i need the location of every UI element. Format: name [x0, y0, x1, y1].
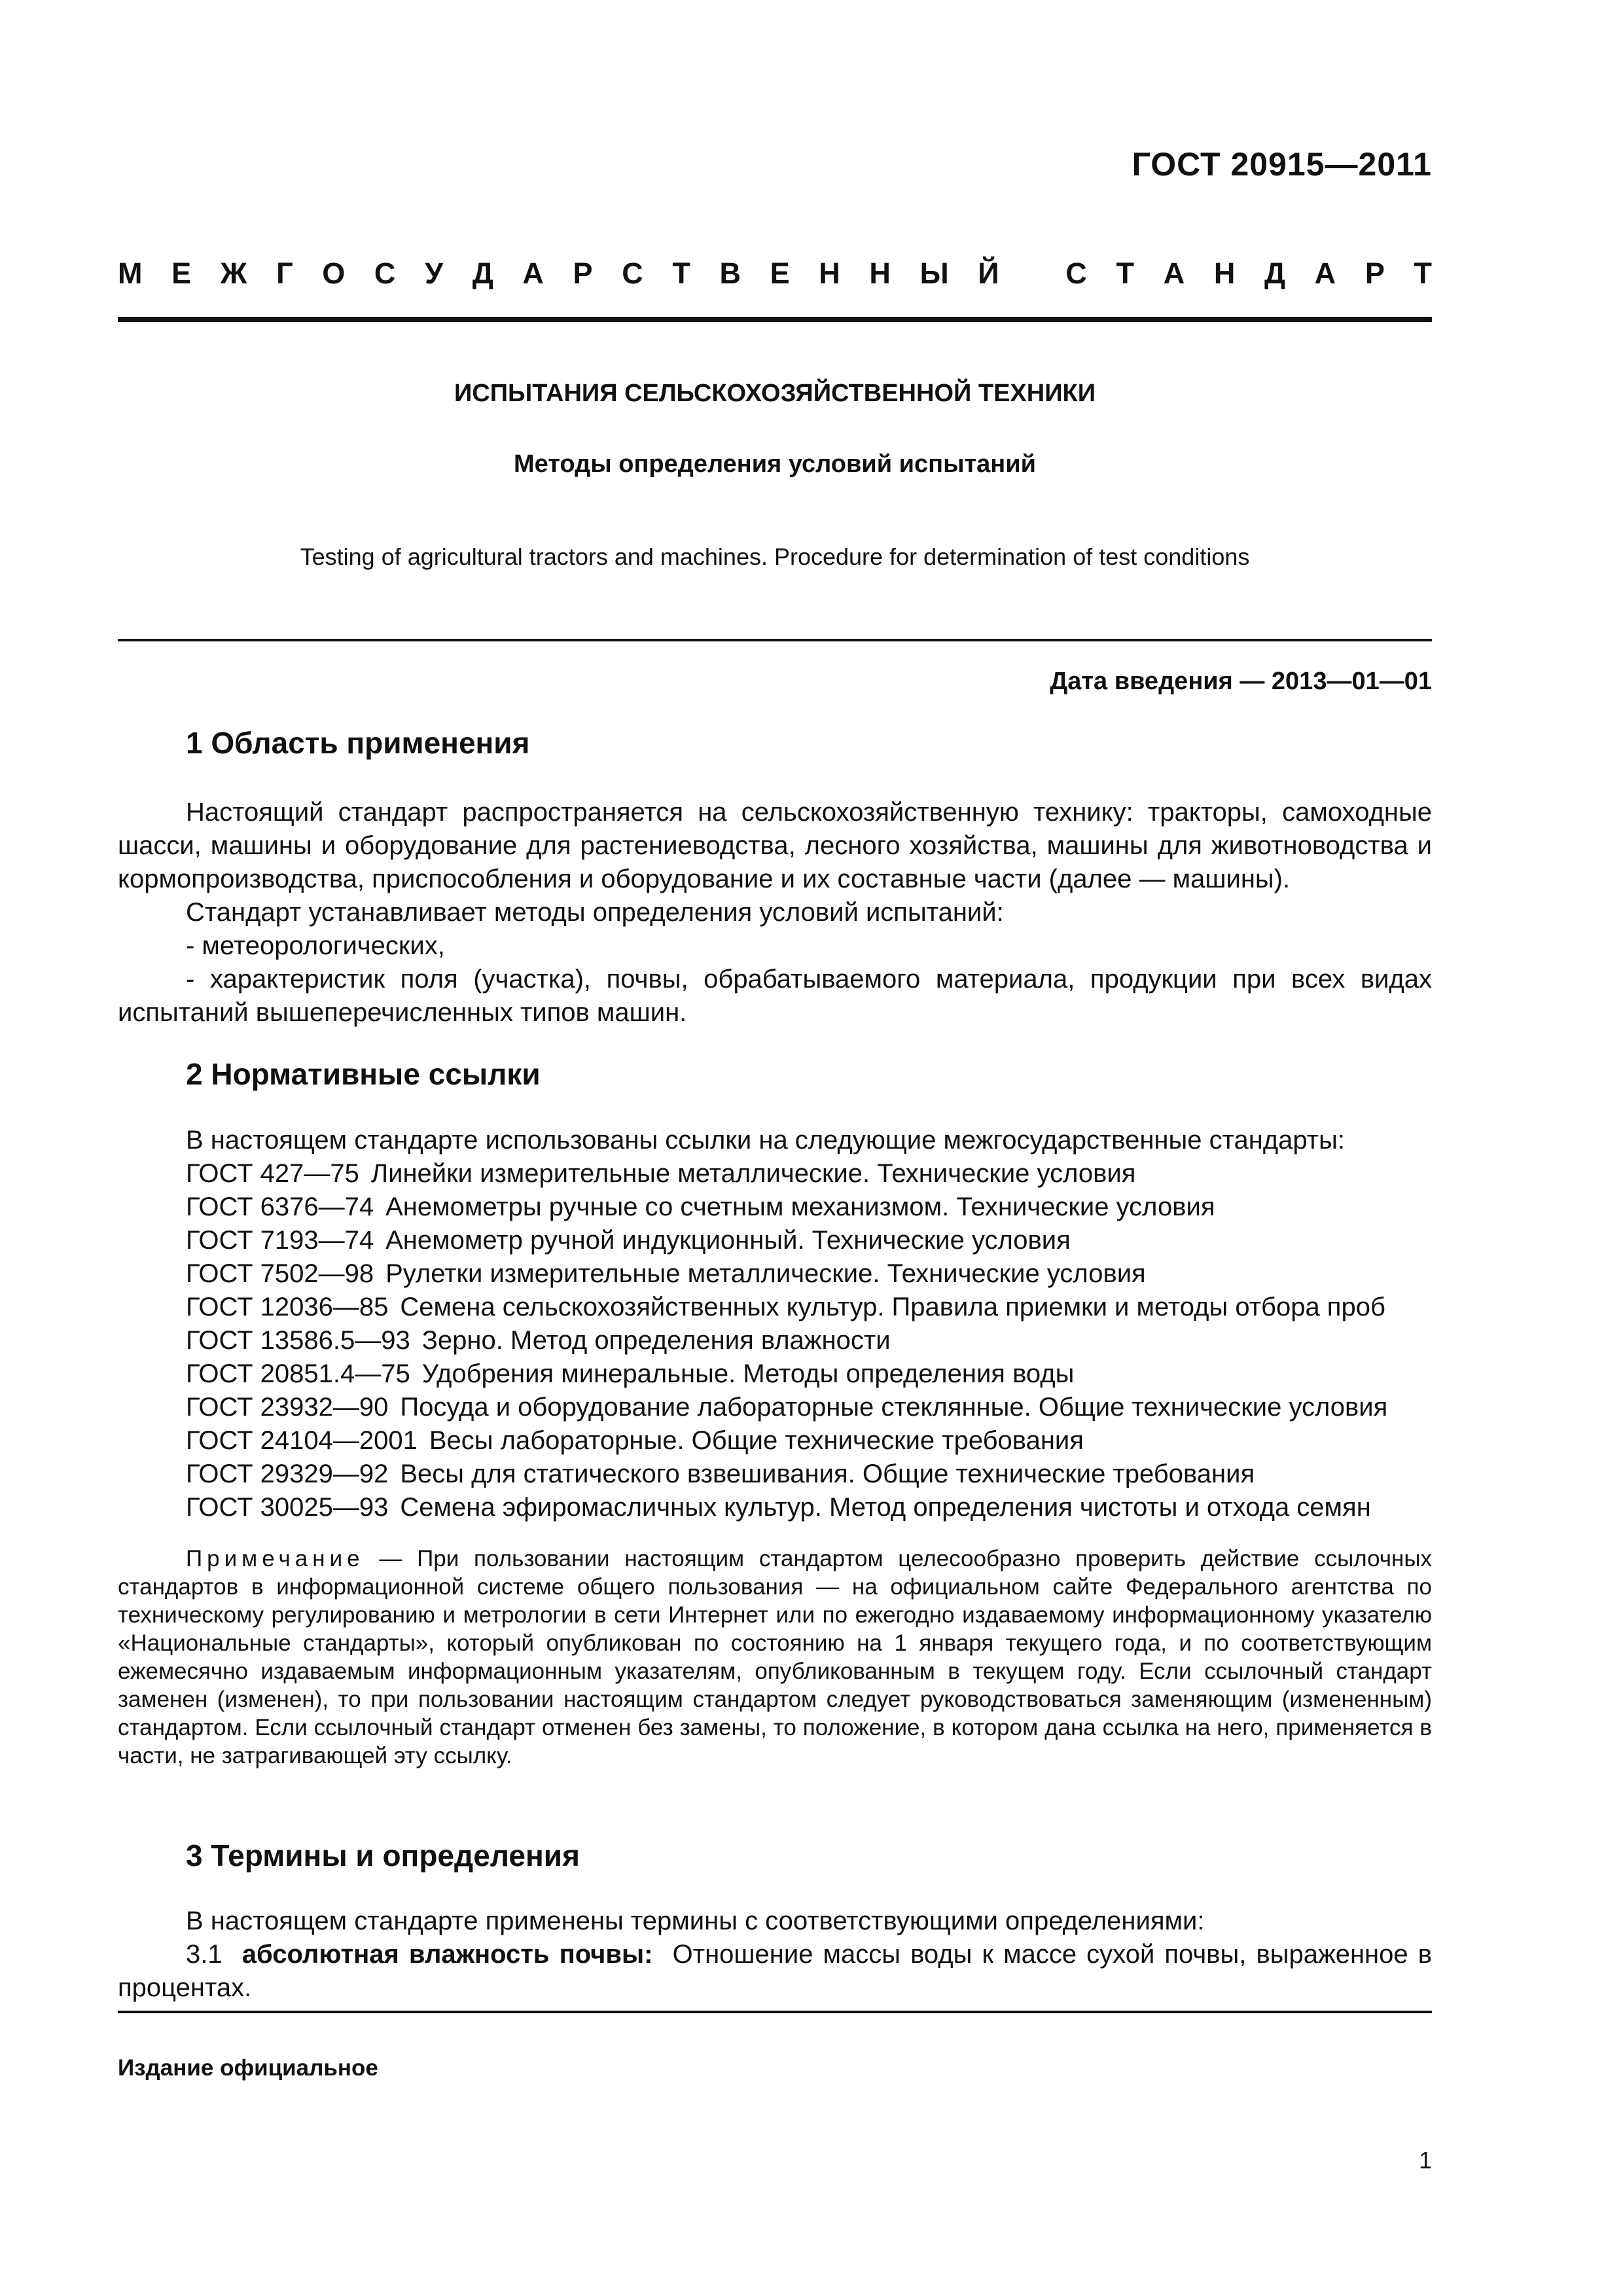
- reference-item: [186, 1157, 1442, 1191]
- heading-letter: Д: [1264, 257, 1286, 290]
- reference-code: ГОСТ 30025—93: [186, 1493, 389, 1522]
- header-divider: [118, 317, 1432, 322]
- term-number: 3.1: [186, 1940, 223, 1969]
- heading-letter: Р: [573, 257, 593, 290]
- reference-item: [186, 1324, 1442, 1357]
- reference-title: Линейки измерительные металлические. Технические условия: [370, 1159, 1136, 1188]
- reference-title: Весы для статического взвешивания. Общие технические требования: [400, 1460, 1255, 1488]
- reference-code: ГОСТ 20851.4—75: [186, 1359, 410, 1388]
- reference-code: ГОСТ 24104—2001: [186, 1426, 418, 1455]
- section-3-title: 3 Термины и определения: [186, 1839, 580, 1873]
- section-2-title: 2 Нормативные ссылки: [186, 1057, 541, 1091]
- reference-title: Рулетки измерительные металлические. Технические условия: [385, 1259, 1146, 1288]
- heading-letter: Р: [1364, 257, 1385, 290]
- term-definition: [118, 1938, 1432, 2005]
- reference-title: Семена сельскохозяйственных культур. Правила приемки и методы отбора проб: [400, 1293, 1385, 1321]
- reference-code: ГОСТ 13586.5—93: [186, 1326, 410, 1355]
- section-1-list-item-2: - характеристик поля (участка), почвы, обрабатываемого материала, продукции при всех видах испытаний вышеперечисленных типов машин.: [118, 965, 1432, 1027]
- heading-letter: Н: [1213, 257, 1236, 290]
- reference-title: Зерно. Метод определения влажности: [421, 1326, 891, 1355]
- note-text: — При пользовании настоящим стандартом целесообразно проверить действие ссылочных стандартов в информационной системе общего пользования — на официальном сайте Федерального агентства по техническому регулированию и метрологии в сети Интернет или по ежегодно издаваемому информационному указателю «Национальные стандарты», который опубликован по состоянию на 1 января текущего года, и по соответствующим ежемесячно издаваемым информационным указателям, опубликованным в текущем году. Если ссылочный стандарт заменен (изменен), то при пользовании настоящим стандартом следует руководствоваться заменяющим (измененным) стандартом. Если ссылочный стандарт отменен без замены, то положение, в котором дана ссылка на него, применяется в части, не затрагивающей эту ссылку.: [118, 1546, 1432, 1768]
- heading-letter: Т: [1116, 257, 1135, 290]
- references-note: [118, 1545, 1432, 1770]
- heading-letter: Ж: [220, 257, 247, 290]
- reference-item: [186, 1357, 1442, 1391]
- footer-divider: [118, 2011, 1432, 2013]
- note-label: Примечание: [186, 1546, 365, 1571]
- section-1-paragraph-2: Стандарт устанавливает методы определения условий испытаний:: [186, 898, 1004, 927]
- reference-code: ГОСТ 7502—98: [186, 1259, 374, 1288]
- page-number: 1: [1418, 2147, 1432, 2174]
- reference-title: Посуда и оборудование лабораторные стеклянные. Общие технические условия: [400, 1393, 1388, 1422]
- reference-title: Удобрения минеральные. Методы определения воды: [421, 1359, 1075, 1388]
- heading-letter: Т: [672, 257, 690, 290]
- reference-item: [186, 1424, 1442, 1458]
- heading-letter: Е: [171, 257, 192, 290]
- heading-letter: Г: [276, 257, 293, 290]
- heading-letter: О: [322, 257, 346, 290]
- reference-item: [186, 1191, 1442, 1224]
- reference-item: [186, 1224, 1442, 1257]
- reference-code: ГОСТ 6376—74: [186, 1193, 374, 1221]
- reference-code: ГОСТ 427—75: [186, 1159, 359, 1188]
- document-subtitle: Методы определения условий испытаний: [514, 450, 1036, 478]
- reference-item: [186, 1257, 1442, 1291]
- reference-code: ГОСТ 23932—90: [186, 1393, 389, 1422]
- heading-letter: Ы: [919, 257, 949, 290]
- reference-code: ГОСТ 7193—74: [186, 1226, 374, 1255]
- heading-letter: А: [1163, 257, 1185, 290]
- reference-code: ГОСТ 12036—85: [186, 1293, 389, 1321]
- english-title: Testing of agricultural tractors and machines. Procedure for determination of test conditions: [300, 543, 1250, 570]
- heading-letter: У: [425, 257, 444, 290]
- document-number: ГОСТ 20915—2011: [1132, 146, 1432, 183]
- heading-letter: М: [118, 257, 143, 290]
- section-3-intro: В настоящем стандарте применены термины с соответствующими определениями:: [186, 1907, 1205, 1935]
- heading-letter: А: [1314, 257, 1336, 290]
- reference-title: Семена эфиромасличных культур. Метод определения чистоты и отхода семян: [400, 1493, 1371, 1522]
- official-edition-label: Издание официальное: [118, 2055, 378, 2081]
- interstate-standard-heading: [118, 257, 1432, 291]
- section-1-paragraph-1: Настоящий стандарт распространяется на сельскохозяйственную технику: тракторы, самоходные шасси, машины и оборудование для растениеводства, лесного хозяйства, машины для животноводства и кормопроизводства, приспособления и оборудование и их составные части (далее — машины).: [118, 798, 1432, 893]
- heading-letter: Н: [869, 257, 891, 290]
- heading-letter: В: [719, 257, 741, 290]
- term-name: абсолютная влажность почвы:: [241, 1940, 653, 1969]
- date-introduced: Дата введения — 2013—01—01: [1050, 668, 1432, 695]
- term-text: Отношение массы воды к массе сухой почвы, выраженное в процентах.: [118, 1940, 1432, 2002]
- reference-item: [186, 1491, 1442, 1524]
- reference-title: Анемометры ручные со счетным механизмом. Технические условия: [385, 1193, 1215, 1221]
- heading-letter: Е: [770, 257, 790, 290]
- reference-item: [186, 1391, 1442, 1424]
- reference-item: [186, 1458, 1442, 1491]
- reference-title: Весы лабораторные. Общие технические требования: [429, 1426, 1084, 1455]
- heading-letter: Н: [819, 257, 840, 290]
- heading-letter: Т: [1414, 257, 1432, 290]
- heading-letter: Д: [472, 257, 493, 290]
- heading-letter: Й: [978, 257, 999, 290]
- heading-letter: С: [622, 257, 643, 290]
- heading-letter: А: [522, 257, 544, 290]
- heading-letter: С: [1065, 257, 1087, 290]
- heading-word-gap: [1028, 257, 1037, 291]
- references-list: [186, 1157, 1442, 1524]
- document-title: ИСПЫТАНИЯ СЕЛЬСКОХОЗЯЙСТВЕННОЙ ТЕХНИКИ: [454, 380, 1096, 407]
- reference-code: ГОСТ 29329—92: [186, 1460, 389, 1488]
- section-1-list-item-1: - метеорологических,: [186, 931, 445, 960]
- title-divider: [118, 639, 1432, 641]
- reference-item: [186, 1291, 1442, 1324]
- section-2-intro: В настоящем стандарте использованы ссылки на следующие межгосударственные стандарты:: [186, 1126, 1345, 1155]
- reference-title: Анемометр ручной индукционный. Технические условия: [385, 1226, 1071, 1255]
- heading-letter: С: [374, 257, 396, 290]
- section-1-title: 1 Область применения: [186, 726, 530, 760]
